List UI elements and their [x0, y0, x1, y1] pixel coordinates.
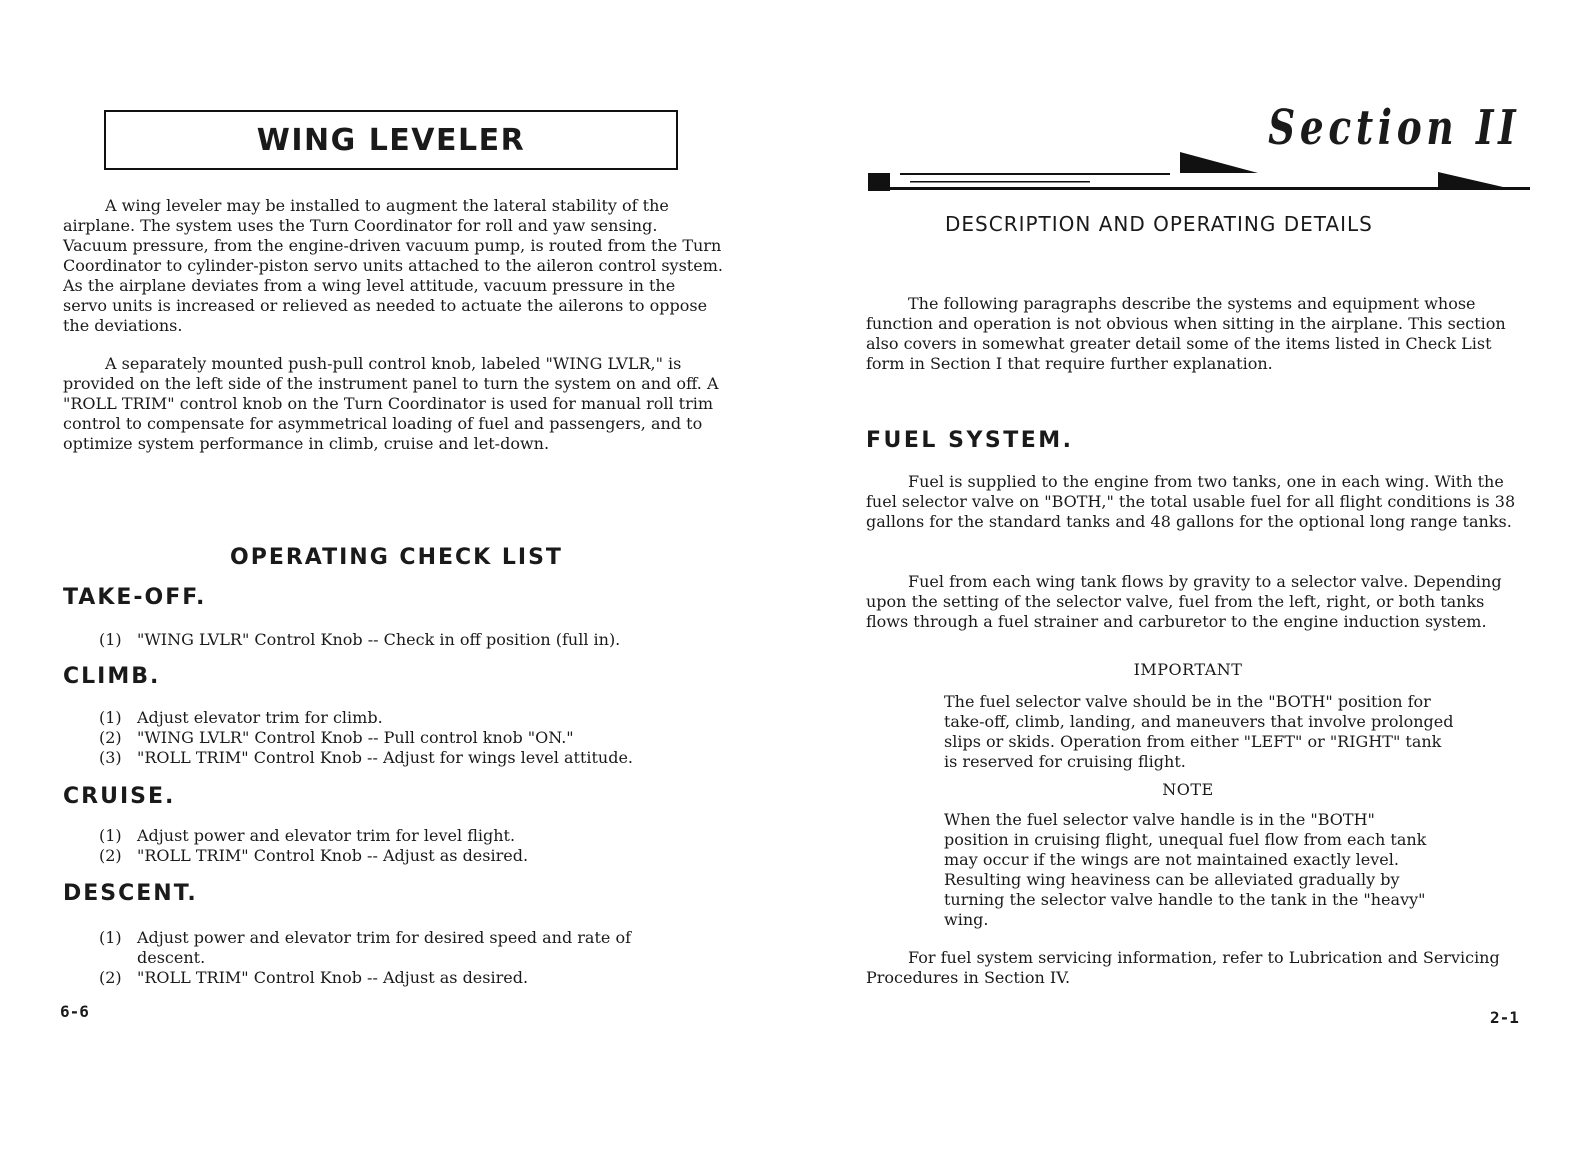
note-text: When the fuel selector valve handle is in the "BOTH" position in cruising flight, unequal fuel flow from each tank may occur if the wings are not maintained exactly level. Resulting wing heaviness can be alleviated gradually by turning the selector valve handle to the tank in the "heavy" wing.: [944, 810, 1427, 929]
section-title: Section II: [1267, 100, 1520, 156]
list-item: (2) "ROLL TRIM" Control Knob -- Adjust as desired.: [99, 846, 529, 865]
takeoff-heading: TAKE-OFF.: [63, 585, 207, 610]
checklist-title: OPERATING CHECK LIST: [230, 545, 563, 570]
note-label: NOTE: [1162, 780, 1214, 799]
list-item: (2) "WING LVLR" Control Knob -- Pull control knob "ON.": [99, 728, 574, 747]
climb-heading: CLIMB.: [63, 664, 161, 689]
important-label: IMPORTANT: [1133, 660, 1243, 679]
rule-block: [868, 173, 890, 191]
list-item: (3) "ROLL TRIM" Control Knob -- Adjust for wings level attitude.: [99, 748, 634, 767]
rule-middle-line: [910, 181, 1090, 183]
fuel-paragraph-1: Fuel is supplied to the engine from two tanks, one in each wing. With the fuel selector valve on "BOTH," the total usable fuel for all flight conditions is 38 gallons for the standard tanks and 48 gallons for the optional long range tanks.: [866, 472, 1516, 531]
wing-leveler-intro-paragraph-1: A wing leveler may be installed to augment the lateral stability of the airplane. The system uses the Turn Coordinator for roll and yaw sensing. Vacuum pressure, from the engine-driven vacuum pump, is routed from the Turn Coordinator to cylinder-piston servo units attached to the aileron control system. As the airplane deviates from a wing level attitude, vacuum pressure in the servo units is increased or relieved as needed to actuate the ailerons to oppose the deviations.: [63, 196, 723, 335]
list-item: (1) Adjust elevator trim for climb.: [99, 708, 383, 727]
wing-leveler-title-box: [104, 110, 678, 170]
list-item: (1) Adjust power and elevator trim for desired speed and rate of descent.: [99, 928, 632, 967]
page-number-left: 6-6: [60, 1002, 89, 1021]
list-item: (2) "ROLL TRIM" Control Knob -- Adjust as desired.: [99, 968, 529, 987]
right-page: [792, 0, 1584, 1151]
fuel-system-heading: FUEL SYSTEM.: [866, 428, 1074, 453]
takeoff-list: [101, 630, 741, 650]
important-text: The fuel selector valve should be in the "BOTH" position for take-off, climb, landing, and maneuvers that involve prolonged slips or skids. Operation from either "LEFT" or "RIGHT" tank is reserved for cruising flight.: [944, 692, 1454, 771]
list-item: (1) Adjust power and elevator trim for level flight.: [99, 826, 516, 845]
rule-top-line: [900, 173, 1170, 175]
cruise-heading: CRUISE.: [63, 784, 176, 809]
rule-bottom-line: [890, 187, 1530, 190]
descent-heading: DESCENT.: [63, 881, 198, 906]
climb-list: [101, 708, 741, 768]
servicing-paragraph: For fuel system servicing information, refer to Lubrication and Servicing Procedures in Section IV.: [866, 948, 1500, 987]
fuel-paragraph-2: Fuel from each wing tank flows by gravity to a selector valve. Depending upon the setting of the selector valve, fuel from the left, right, or both tanks flows through a fuel strainer and carburetor to the engine induction system.: [866, 572, 1502, 631]
wing-leveler-title: WING LEVELER: [256, 122, 526, 158]
description-heading: DESCRIPTION AND OPERATING DETAILS: [945, 212, 1373, 236]
arrow-pennant-icon: [1180, 152, 1258, 173]
list-item: (1) "WING LVLR" Control Knob -- Check in off position (full in).: [99, 630, 621, 649]
page-number-right: 2-1: [1490, 1008, 1519, 1027]
descent-list: [101, 928, 701, 988]
wing-leveler-intro-paragraph-2: A separately mounted push-pull control knob, labeled "WING LVLR," is provided on the left side of the instrument panel to turn the system on and off. A "ROLL TRIM" control knob on the Turn Coordinator is used for manual roll trim control to compensate for asymmetrical loading of fuel and passengers, and to optimize system performance in climb, cruise and let-down.: [63, 354, 719, 453]
description-paragraph: The following paragraphs describe the systems and equipment whose function and operation is not obvious when sitting in the airplane. This section also covers in somewhat greater detail some of the items listed in Check List form in Section I that require further explanation.: [866, 294, 1506, 373]
cruise-list: [101, 826, 741, 866]
section-header-rule: [792, 0, 1584, 200]
